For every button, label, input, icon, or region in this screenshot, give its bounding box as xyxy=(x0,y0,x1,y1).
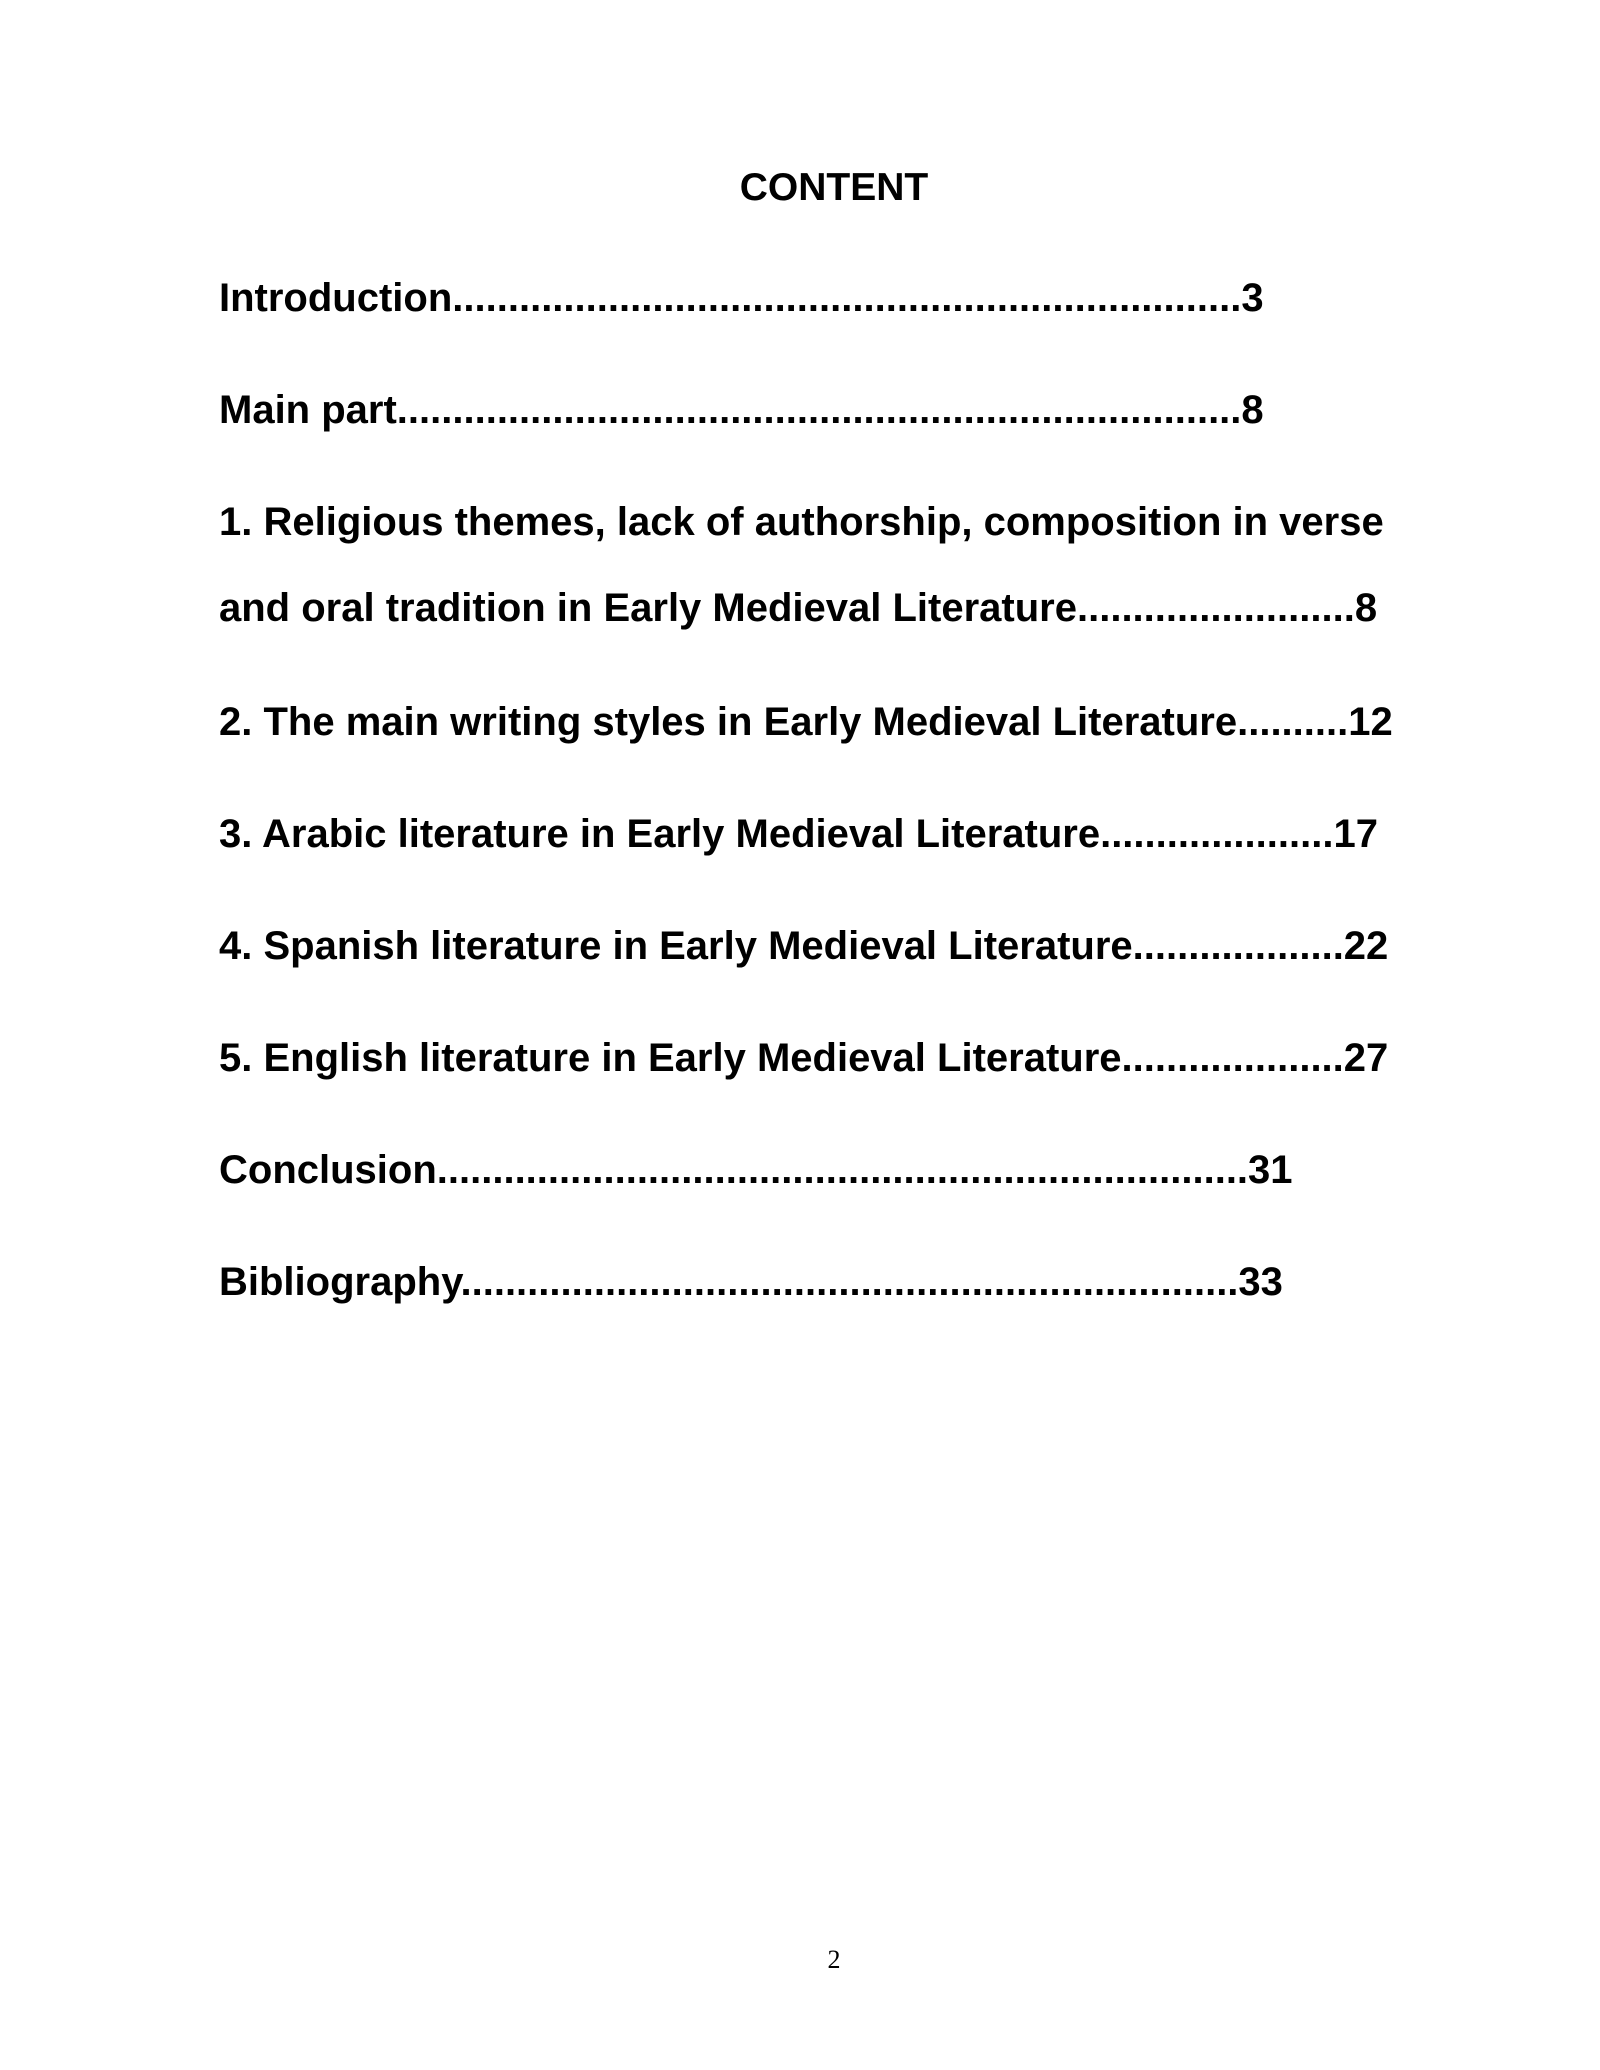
toc-entry-text: 4. Spanish literature in Early Medieval Literature...................22 xyxy=(219,924,1389,968)
toc-entry-main-part[interactable] xyxy=(219,384,1264,436)
toc-entry-conclusion[interactable] xyxy=(219,1144,1293,1196)
toc-entry-religious-themes[interactable] xyxy=(219,496,1384,634)
toc-entry-english-literature[interactable] xyxy=(219,1032,1388,1084)
toc-entry-writing-styles[interactable] xyxy=(219,696,1393,748)
toc-entry-text: 5. English literature in Early Medieval Literature....................27 xyxy=(219,1036,1389,1080)
toc-entry-arabic-literature[interactable] xyxy=(219,808,1378,860)
toc-entry-text: 2. The main writing styles in Early Medieval Literature..........12 xyxy=(219,700,1393,744)
toc-entry-spanish-literature[interactable] xyxy=(219,920,1388,972)
toc-entry-text-line-2: and oral tradition in Early Medieval Literature.........................8 xyxy=(219,586,1378,630)
toc-entry-bibliography[interactable] xyxy=(219,1256,1283,1308)
toc-entry-text: Conclusion.........................................................................31 xyxy=(219,1148,1293,1192)
page-number: 2 xyxy=(827,1945,841,1974)
toc-entry-text-line-1: 1. Religious themes, lack of authorship, composition in verse xyxy=(219,500,1384,544)
toc-entry-introduction[interactable] xyxy=(219,272,1264,324)
toc-entry-text: Main part............................................................................8 xyxy=(219,388,1264,432)
toc-entry-text: Bibliography......................................................................33 xyxy=(219,1260,1283,1304)
toc-entry-text: 3. Arabic literature in Early Medieval Literature.....................17 xyxy=(219,812,1378,856)
toc-entry-text: Introduction.......................................................................3 xyxy=(219,276,1264,320)
page-title: CONTENT xyxy=(739,166,929,209)
